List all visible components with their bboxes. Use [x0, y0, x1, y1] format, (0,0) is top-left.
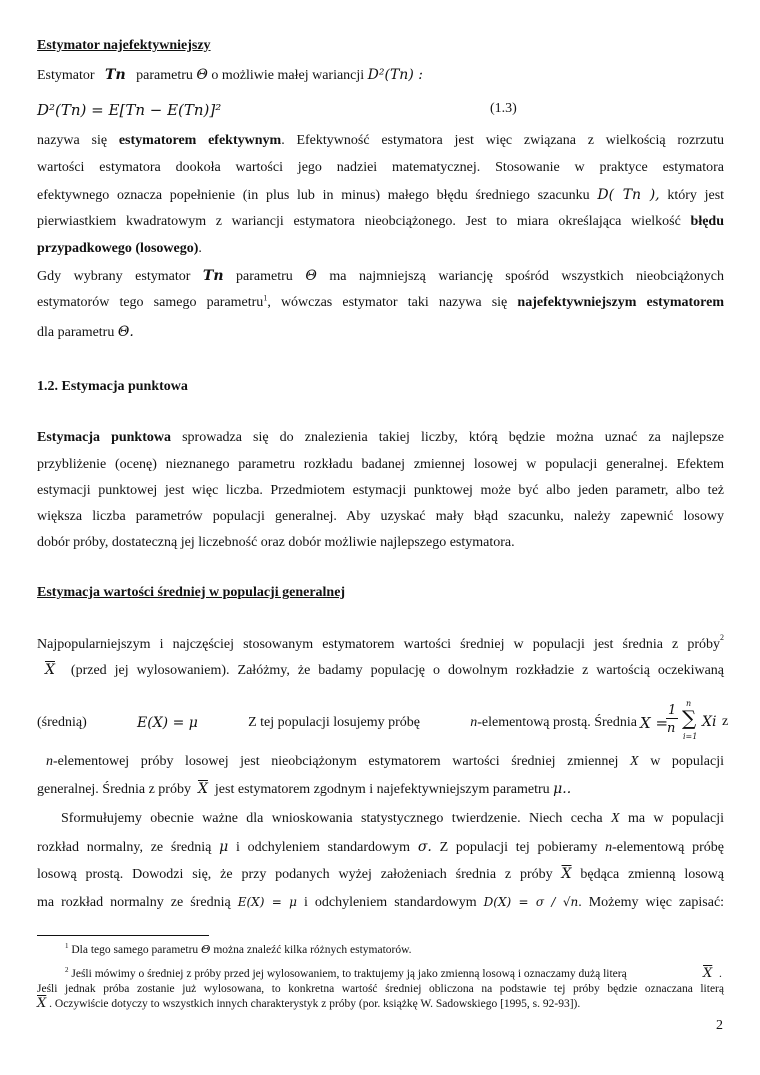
expectation-equation: E(X) = μ: [137, 715, 198, 731]
text: -elementową prostą. Średnia: [477, 715, 637, 730]
sum-sign: ∑: [682, 706, 697, 730]
text: generalnej. Średnia z próby: [37, 782, 191, 797]
mu-symbol: μ..: [553, 781, 572, 797]
para-line: większa liczba parametrów populacji generalnej. Aby uzyskać mały błąd szacunku, należy zapewnić losowy: [37, 509, 724, 524]
xbar-symbol: $\overline{X}$: [561, 866, 572, 882]
error-expression: D( Tn ),: [597, 187, 660, 203]
text: i odchyleniem standardowym: [303, 895, 477, 910]
sum-lower: i=1: [683, 732, 698, 741]
para-line: [37, 188, 724, 203]
text: parametru: [136, 68, 193, 83]
text: sprowadza się do znalezienia takiej liczby, którą będzie można uznać za najlepsze: [182, 430, 725, 445]
text: , wówczas estymator taki nazywa się: [267, 295, 508, 310]
theta-symbol: Θ: [201, 942, 211, 956]
text: estymatorów tego samego parametru: [37, 295, 264, 310]
xi-term: Xi: [702, 714, 717, 730]
footnote-number: 1: [65, 942, 69, 951]
fraction-numerator: 1: [668, 703, 677, 718]
footnote-separator: [37, 935, 209, 936]
text: i odchyleniem standardowym: [235, 840, 411, 855]
para-line: [37, 242, 202, 256]
text: -elementowej próby losowej jest nieobciążonym estymatorem wartości średniej zmiennej: [53, 754, 619, 769]
footnote-2-line: Jeśli jednak próba zostanie już wylosowana, to konkretna wartość średniej obliczona na podstawie tej próby będzie oznaczana literą: [37, 983, 724, 995]
text: Jeśli mówimy o średniej z próby przed jej wylosowaniem, to traktujemy ją jako zmienną losową i oznaczamy dużą literą: [71, 968, 627, 980]
para-line: [46, 755, 724, 769]
fraction-bar: [666, 718, 678, 719]
text: .: [198, 241, 202, 256]
text: (przed jej wylosowaniem). Załóżmy, że badamy populację o dowolnym rozkładzie z wartością oczekiwaną: [70, 663, 724, 678]
para-line: [37, 431, 724, 445]
expectation-xbar-equation: E(X) = μ: [237, 895, 297, 909]
text: ma w populacji: [627, 811, 725, 826]
text: efektywnego oznacza popełnienie (in plus lub in minus) małego błędu średniego szacunku: [37, 188, 590, 203]
para-line: [37, 840, 724, 855]
page-number: 2: [716, 1018, 723, 1033]
para-line: [37, 716, 637, 730]
text: Z populacji tej pobieramy: [439, 840, 598, 855]
theta-symbol: Θ.: [117, 324, 134, 340]
footnote-number: 2: [65, 966, 69, 975]
x-symbol: X: [611, 811, 620, 826]
sigma-symbol: σ.: [417, 839, 432, 855]
text: Z tej populacji losujemy próbę: [248, 715, 420, 730]
para-line: wartości estymatora dookoła wartości jego nadziei matematycznej. Stosowanie w praktyce estymatora: [37, 160, 724, 175]
xbar-symbol: $\overline{X}$: [703, 966, 713, 981]
equation-1-3: D²(Tn) = E[Tn − E(Tn)]²: [37, 101, 222, 119]
text: Gdy wybrany estymator: [37, 269, 191, 284]
footnote-2-line: [37, 998, 580, 1010]
section-heading-mean: Estymacja wartości średniej w populacji generalnej: [37, 585, 346, 600]
document-page: Estymator najefektywniejszy Estymator Tn parametru Θ o możliwie małej wariancji D²(Tn) : D²(Tn) = E[Tn − E(Tn)]² (1.3) nazywa się estymatorem efektywnym. Efektywność estymatora jest więc związana z wielkością rozrzutu wartości estymatora dookoła wartości jego nadziei matematycznej. Stosowanie w praktyce estymatora efektywnego oznacza popełnienie (in plus lub in minus) małego błędu średniego szacunku D( Tn ), który jest pierwiastkiem kwadratowym z wariancji estymatora nieobciążonego. Jest to miara określająca wielkość błędu przypadkowego (losowego). Gdy wybrany estymator Tn parametru Θ ma najmniejszą wariancję spośród wszystkich nieobciążonych estymatorów tego samego parametru$^1$, wówczas estymator taki nazywa się najefektywniejszym estymatorem dla parametru Θ. 1.2. Estymacja punktowa Estymacja punktowa sprowadza się do znalezienia takiej liczby, którą będzie można uznać za najlepsze przybliżenie (ocenę) nieznanego parametru rozkładu badanej zmiennej losowej w populacji generalnej. Efektem estymacji punktowej jest więc liczba. Przedmiotem estymacji punktowej może być albo jeden parametr, albo też większa liczba parametrów populacji generalnej. Aby uzyskać mały błąd szacunku, należy zapewnić losowy dobór próby, dostateczną jej liczebność oraz dobór możliwie najlepszego estymatora. Estymacja wartości średniej w populacji generalnej Najpopularniejszym i najczęściej stosowanym estymatorem wartości średniej w populacji jest średnia z próby 2 $\overline{X}$ (przed jej wylosowaniem). Załóżmy, że badamy populację o dowolnym rozkładzie z wartością oczekiwaną (średnią) E(X) = μ Z tej populacji losujemy próbę n-elementową prostą. Średnia X = 1 n n ∑ i=1 Xi z n-elementowej próby losowej jest nieobciążonym estymatorem wartości średniej zmiennej X w populacji generalnej. Średnia z próby $\overline{X}$ jest estymatorem zgodnym i najefektywniejszym parametru μ.. Sformułujemy obecnie ważne dla wnioskowania statystycznego twierdzenie. Niech cecha X ma w populacji rozkład normalny, ze średnią μ i odchyleniem standardowym σ. Z populacji tej pobieramy n-elementową próbę losową prostą. Dowodzi się, że przy podanych wyżej założeniach średnia z próby $\overline{X}$ będąca zmienną losową ma rozkład normalny ze średnią E(X) = μ i odchyleniem standardowym D(X) = σ / √n. Możemy więc zapisać: $^1$ Dla tego samego parametru Θ można znaleźć kilka różnych estymatorów. $^2$ Jeśli mówimy o średniej z próby przed jej wylosowaniem, to traktujemy ją jako zmienną losową i oznaczamy dużą literą $\overline{X}$ . Jeśli jednak próba zostanie już wylosowana, to konkretna wartość średniej obliczona na podstawie tej próby będzie oznaczana literą $\overline{X}$ . Oczywiście dotyczy to wszystkich innych charakterystyk z próby (por. książkę W. Sadowskiego [1995, s. 92-93]). 2: [37, 38, 729, 1033]
para-line: [37, 134, 724, 148]
text: (średnią): [37, 715, 87, 730]
para-line: [37, 782, 571, 797]
bold-term: przypadkowego (losowego): [37, 241, 199, 256]
text: . Efektywność estymatora jest więc związana z wielkością rozrzutu: [281, 133, 724, 148]
para-line: [37, 867, 724, 882]
fraction-denominator: n: [667, 721, 676, 736]
para-line: [37, 638, 720, 652]
text: można znaleźć kilka różnych estymatorów.: [213, 944, 412, 956]
xbar-symbol: $\overline{X}$: [197, 781, 208, 797]
text: . Możemy więc zapisać:: [578, 895, 725, 910]
variance-expression: D²(Tn) :: [367, 67, 423, 83]
tn-symbol: Tn: [202, 268, 224, 284]
sum-upper: n: [686, 699, 692, 708]
bold-term: błędu: [690, 214, 725, 229]
text: z: [722, 714, 729, 729]
text: w populacji: [650, 754, 724, 769]
text: nazywa się: [37, 133, 108, 148]
text: będąca zmienną losową: [580, 867, 725, 882]
estymator-line: [37, 68, 423, 83]
text: ma rozkład normalny ze średnią: [37, 895, 231, 910]
mu-symbol: μ: [219, 839, 229, 855]
text: parametru: [236, 269, 293, 284]
mean-formula: [640, 700, 730, 744]
n-symbol: n: [470, 715, 478, 730]
text: pierwiastkiem kwadratowym z wariancji estymatora nieobciążonego. Jest to miara określająca wielkość: [37, 214, 681, 229]
para-line: [37, 325, 134, 340]
para-line: [61, 812, 724, 826]
text: Estymator: [37, 68, 95, 83]
heading-estymator-najefektywniejszy: Estymator najefektywniejszy: [37, 38, 211, 53]
para-line: [37, 215, 724, 229]
theta-symbol: Θ: [196, 67, 208, 83]
section-heading-1-2: 1.2. Estymacja punktowa: [37, 379, 188, 394]
bold-term: estymatorem efektywnym: [118, 133, 282, 148]
footnote-ref-1[interactable]: 1: [263, 293, 268, 303]
n-symbol: n: [605, 840, 613, 855]
text: jest estymatorem zgodnym i najefektywniejszym parametru: [214, 782, 550, 797]
para-line: estymacji punktowej jest więc liczba. Przedmiotem estymacji punktowej może być albo jeden parametr, albo też: [37, 483, 724, 498]
footnote-2-line: [65, 968, 627, 980]
text: ma najmniejszą wariancję spośród wszystkich nieobciążonych: [329, 269, 724, 284]
std-xbar-equation: D(X) = σ / √n: [483, 895, 579, 909]
text: rozkład normalny, ze średnią: [37, 840, 212, 855]
n-symbol: n: [46, 754, 53, 769]
para-line: przybliżenie (ocenę) nieznanego parametru rozkładu badanej zmiennej losowej w populacji generalnej. Efektem: [37, 457, 724, 472]
para-line: [37, 895, 724, 910]
para-line: [37, 663, 724, 678]
x-symbol: X: [630, 754, 639, 769]
bold-term: Estymacja punktowa: [37, 430, 171, 445]
text: .: [719, 968, 722, 980]
text: który jest: [667, 188, 725, 203]
para-line: [37, 269, 724, 284]
para-line: [37, 293, 724, 310]
xbar-lhs: X =: [640, 714, 669, 732]
tn-symbol: Tn: [105, 67, 126, 83]
equation-number: (1.3): [490, 101, 517, 116]
text: dla parametru: [37, 325, 115, 340]
text: o możliwie małej wariancji: [211, 68, 365, 83]
bold-term: najefektywniejszym estymatorem: [517, 295, 724, 310]
xbar-symbol: $\overline{X}$: [37, 996, 47, 1011]
para-line: dobór próby, dostateczną jej liczebność oraz dobór możliwie najlepszego estymatora.: [37, 535, 515, 550]
text: Dla tego samego parametru: [71, 944, 199, 956]
text: losową prostą. Dowodzi się, że przy podanych wyżej założeniach średnia z próby: [37, 867, 553, 882]
theta-symbol: Θ: [305, 268, 317, 284]
text: Sformułujemy obecnie ważne dla wnioskowania statystycznego twierdzenie. Niech cecha: [61, 811, 603, 826]
text: . Oczywiście dotyczy to wszystkich innych charakterystyk z próby (por. książkę W. Sadowskiego [1995, s. 92-93]).: [49, 998, 581, 1010]
text: -elementową próbę: [612, 840, 724, 855]
xbar-symbol: $\overline{X}$: [44, 662, 55, 678]
text: Najpopularniejszym i najczęściej stosowanym estymatorem wartości średniej w populacji jest średnia z próby: [37, 637, 720, 652]
footnote-1: [65, 943, 412, 956]
